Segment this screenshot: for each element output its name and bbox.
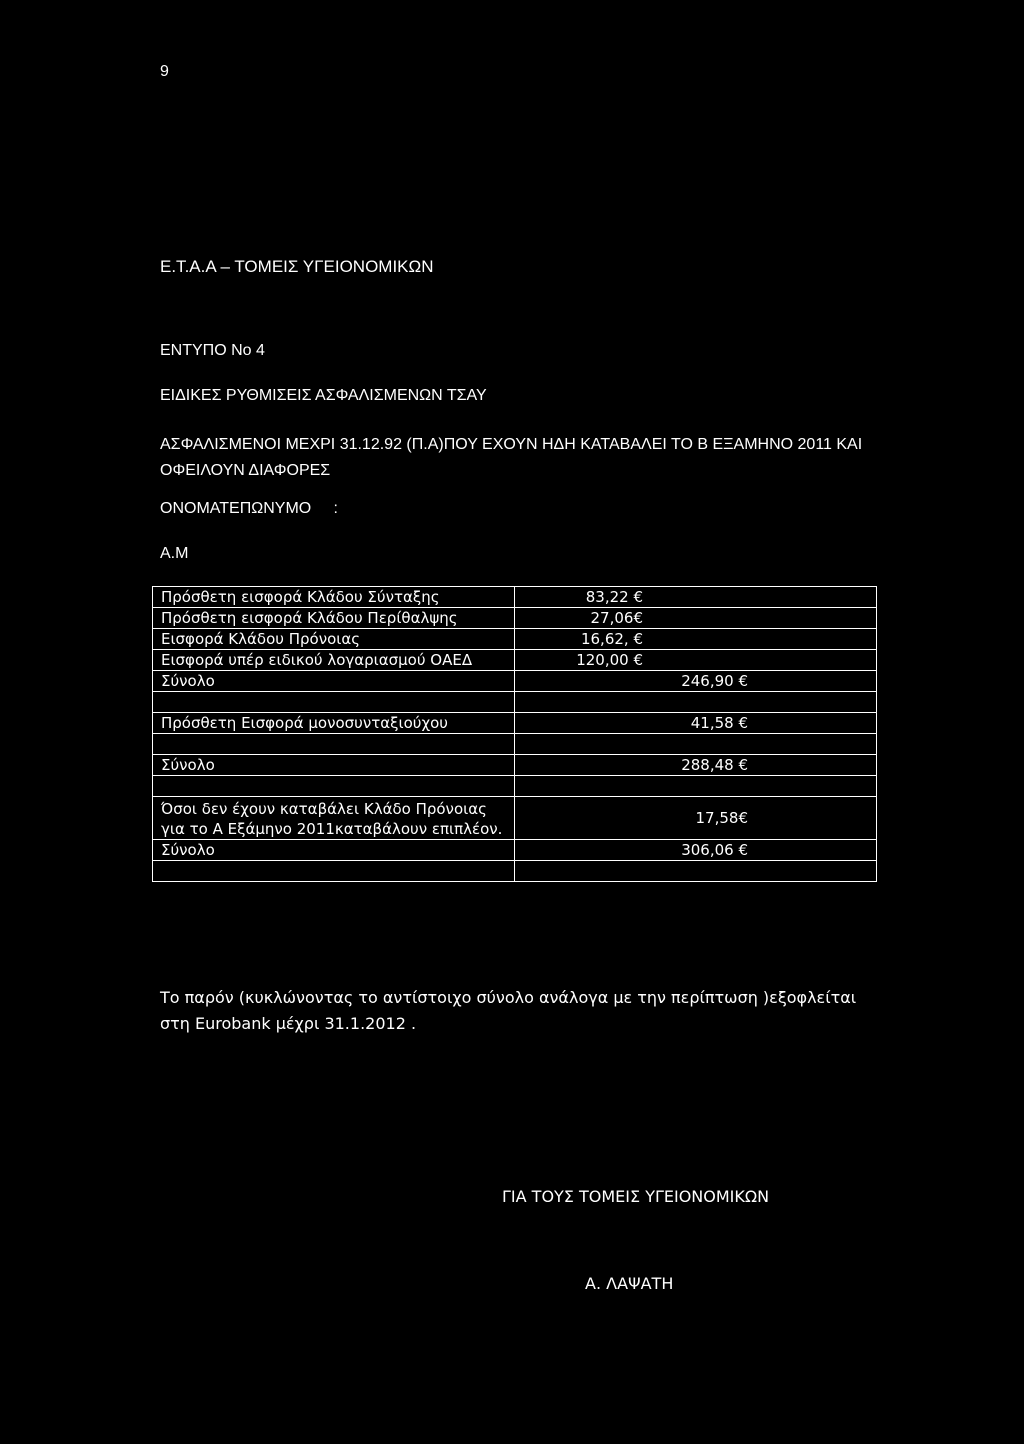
blank-cell xyxy=(153,776,515,797)
registration-number-label: Α.Μ xyxy=(160,545,189,562)
row-label: Εισφορά υπέρ ειδικού λογαριασμού ΟΑΕΔ xyxy=(153,650,515,671)
blank-cell xyxy=(153,692,515,713)
row-label: Εισφορά Κλάδου Πρόνοιας xyxy=(153,629,515,650)
blank-cell xyxy=(515,776,877,797)
table-row xyxy=(153,608,877,629)
page-number: 9 xyxy=(160,63,169,80)
table-row-blank xyxy=(153,861,877,882)
row-amount: 27,06€ xyxy=(515,608,877,629)
row-amount: 17,58€ xyxy=(515,797,877,840)
table-row xyxy=(153,629,877,650)
total-label: Σύνολο xyxy=(153,755,515,776)
table-row-blank xyxy=(153,734,877,755)
row-label: Όσοι δεν έχουν καταβάλει Κλάδο Πρόνοιας για το Α Εξάμηνο 2011καταβάλουν επιπλέον. xyxy=(153,797,515,840)
table-row xyxy=(153,650,877,671)
table-row-total xyxy=(153,755,877,776)
table-row xyxy=(153,713,877,734)
name-field-label: ΟΝΟΜΑΤΕΠΩΝΥΜΟ : xyxy=(160,500,338,517)
row-amount: 16,62, € xyxy=(515,629,877,650)
blank-cell xyxy=(515,692,877,713)
document-description: ΑΣΦΑΛΙΣΜΕΝΟΙ ΜΕΧΡΙ 31.12.92 (Π.Α)ΠΟΥ ΕΧΟΥΝ ΗΔΗ ΚΑΤΑΒΑΛΕΙ ΤΟ Β ΕΞΑΜΗΝΟ 2011 ΚΑΙ ΟΦΕΙΛΟΥΝ ΔΙΑΦΟΡΕΣ xyxy=(160,436,863,479)
contributions-table xyxy=(152,586,877,882)
row-amount: 120,00 € xyxy=(515,650,877,671)
total-value: 306,06 € xyxy=(515,840,877,861)
form-number: ΕΝΤΥΠΟ Νο 4 xyxy=(160,342,265,359)
blank-cell xyxy=(153,861,515,882)
row-amount: 83,22 € xyxy=(515,587,877,608)
blank-cell xyxy=(515,734,877,755)
total-label: Σύνολο xyxy=(153,840,515,861)
table-row-total xyxy=(153,840,877,861)
table-row xyxy=(153,797,877,840)
table-row xyxy=(153,587,877,608)
blank-cell xyxy=(153,734,515,755)
total-label: Σύνολο xyxy=(153,671,515,692)
total-value: 246,90 € xyxy=(515,671,877,692)
row-amount: 41,58 € xyxy=(515,713,877,734)
table-row-blank xyxy=(153,692,877,713)
signature-organization: ΓΙΑ ΤΟΥΣ ΤΟΜΕΙΣ ΥΓΕΙΟΝΟΜΙΚΩΝ xyxy=(502,1187,770,1206)
total-value: 288,48 € xyxy=(515,755,877,776)
table-row-blank xyxy=(153,776,877,797)
row-label: Πρόσθετη εισφορά Κλάδου Περίθαλψης xyxy=(153,608,515,629)
row-label: Πρόσθετη εισφορά Κλάδου Σύνταξης xyxy=(153,587,515,608)
payment-instructions: Το παρόν (κυκλώνοντας το αντίστοιχο σύνολο ανάλογα με την περίπτωση )εξοφλείται στη Eurobank μέχρι 31.1.2012 . xyxy=(160,988,857,1033)
document-heading: Ε.Τ.Α.Α – ΤΟΜΕΙΣ ΥΓΕΙΟΝΟΜΙΚΩΝ xyxy=(160,257,434,276)
signature-name: Α. ΛΑΨΑΤΗ xyxy=(585,1274,674,1293)
blank-cell xyxy=(515,861,877,882)
table-row-total xyxy=(153,671,877,692)
document-subtitle: ΕΙΔΙΚΕΣ ΡΥΘΜΙΣΕΙΣ ΑΣΦΑΛΙΣΜΕΝΩΝ ΤΣΑΥ xyxy=(160,387,487,404)
row-label: Πρόσθετη Εισφορά μονοσυνταξιούχου xyxy=(153,713,515,734)
